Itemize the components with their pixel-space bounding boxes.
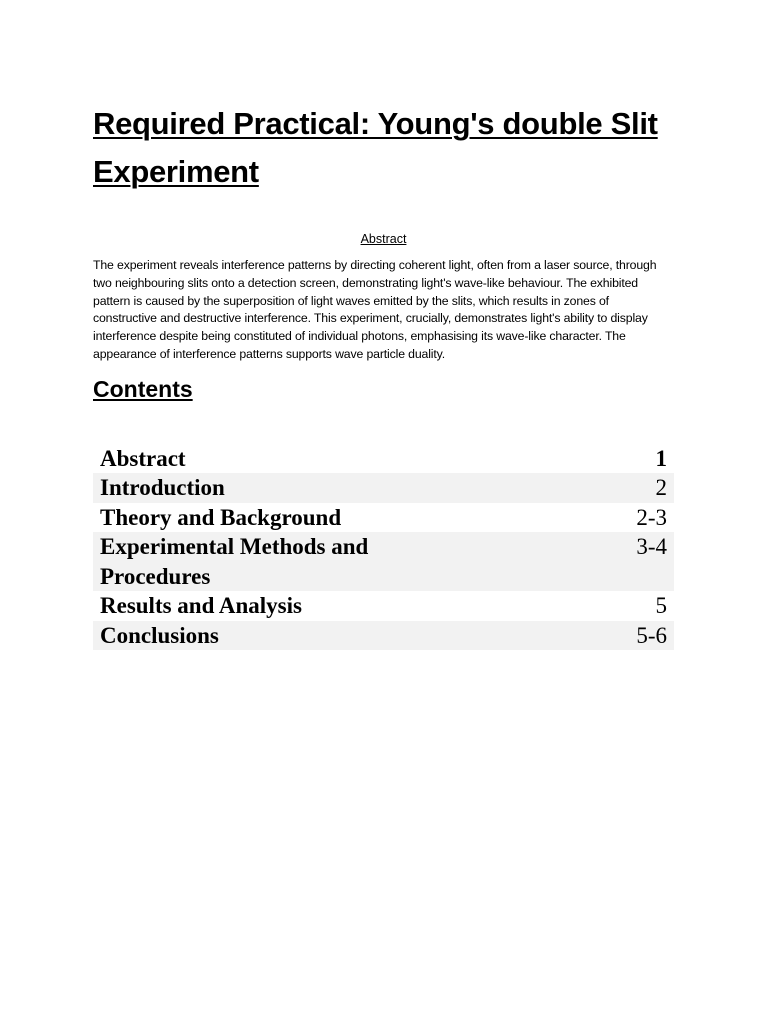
toc-entry-page: 1 <box>655 445 667 471</box>
toc-entry-label: Conclusions <box>93 621 487 651</box>
toc-entry-page: 2-3 <box>636 504 667 530</box>
toc-entry-page: 5-6 <box>487 621 674 651</box>
toc-entry-page: 2 <box>487 473 674 503</box>
toc-entry-label: Results and Analysis <box>100 593 302 619</box>
toc-row <box>93 444 674 474</box>
toc-row <box>93 532 674 591</box>
toc-entry-label: Theory and Background <box>100 504 342 530</box>
toc-row <box>93 473 674 503</box>
abstract-heading: Abstract <box>360 232 407 246</box>
toc-entry-page: 3-4 <box>487 532 674 591</box>
toc-entry-label: Introduction <box>93 473 487 503</box>
page-title: Required Practical: Young's double Slit Experiment <box>93 106 658 189</box>
toc-row <box>93 591 674 621</box>
toc-entry-label: Abstract <box>100 445 186 471</box>
toc-row <box>93 503 674 533</box>
toc-row <box>93 621 674 651</box>
document-page <box>93 100 674 650</box>
abstract-paragraph: The experiment reveals interference patterns by directing coherent light, often from a laser source, through two neighbouring slits onto a detection screen, demonstrating light's wave-like behaviour. The exhibited pattern is caused by the superposition of light waves emitted by the slits, which results in zones of constructive and destructive interference. This experiment, crucially, demonstrates light's ability to display interference despite being constituted of individual photons, emphasising its wave-like character. The appearance of interference patterns supports wave particle duality. <box>93 258 657 361</box>
table-of-contents <box>93 444 674 651</box>
contents-heading: Contents <box>93 375 193 402</box>
toc-entry-page: 5 <box>655 593 667 619</box>
toc-entry-label: Experimental Methods and Procedures <box>93 532 487 591</box>
